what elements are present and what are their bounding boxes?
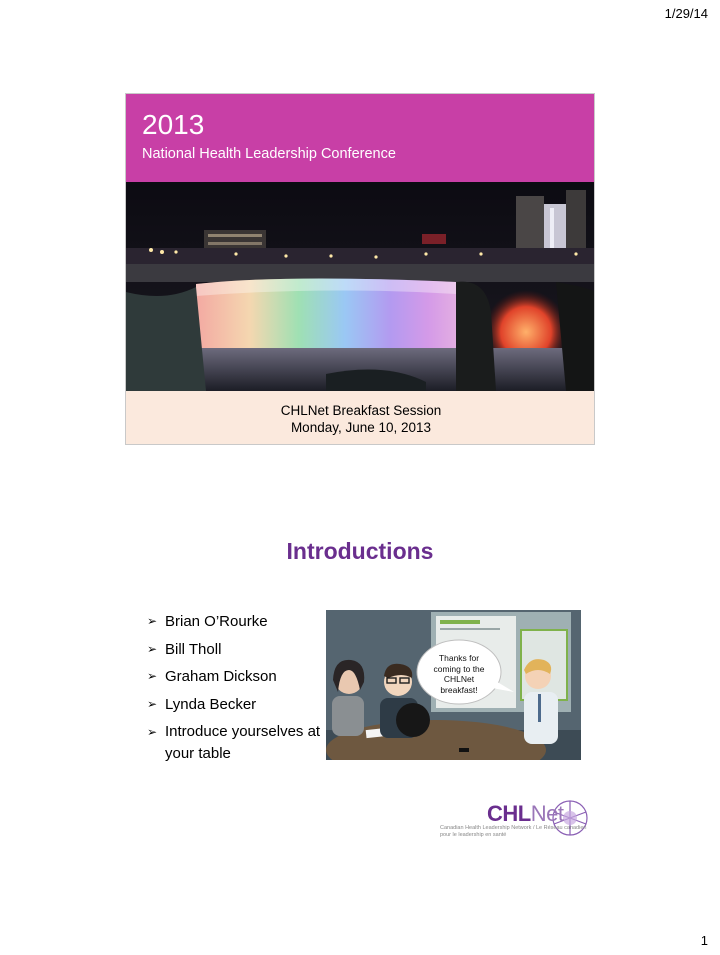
- niagara-falls-night-photo: [126, 182, 595, 391]
- introductions-list: [147, 608, 327, 765]
- list-item: ➢ Lynda Becker: [147, 691, 327, 719]
- list-item: ➢ Brian O’Rourke: [147, 608, 327, 636]
- session-info: [126, 391, 595, 445]
- arrow-bullet-icon: ➢: [147, 696, 158, 711]
- speech-bubble-text: Thanks for coming to the CHLNet breakfast!: [433, 653, 485, 695]
- list-item: ➢ Graham Dickson: [147, 663, 327, 691]
- slide-header: [126, 94, 595, 182]
- list-item: ➢ Bill Tholl: [147, 636, 327, 664]
- list-item: ➢ Introduce yourselves at your table: [147, 723, 321, 762]
- logo-wordmark: CHLNet: [487, 801, 564, 826]
- session-date: Monday, June 10, 2013: [290, 420, 432, 435]
- page-number: 1: [700, 933, 708, 948]
- arrow-bullet-icon: ➢: [147, 725, 158, 739]
- conference-year: 2013: [142, 109, 205, 140]
- session-name: CHLNet Breakfast Session: [280, 403, 442, 418]
- arrow-bullet-icon: ➢: [147, 641, 158, 656]
- logo-tagline: Canadian Health Leadership Network / Le Réseau canadien pour le leadership en santé: [440, 825, 587, 838]
- arrow-bullet-icon: ➢: [147, 669, 158, 683]
- page-date: 1/29/14: [664, 6, 708, 21]
- title-slide: [125, 93, 595, 445]
- conference-subtitle: National Health Leadership Conference: [142, 146, 396, 162]
- slide-title: Introductions: [286, 538, 434, 564]
- arrow-bullet-icon: ➢: [147, 614, 158, 628]
